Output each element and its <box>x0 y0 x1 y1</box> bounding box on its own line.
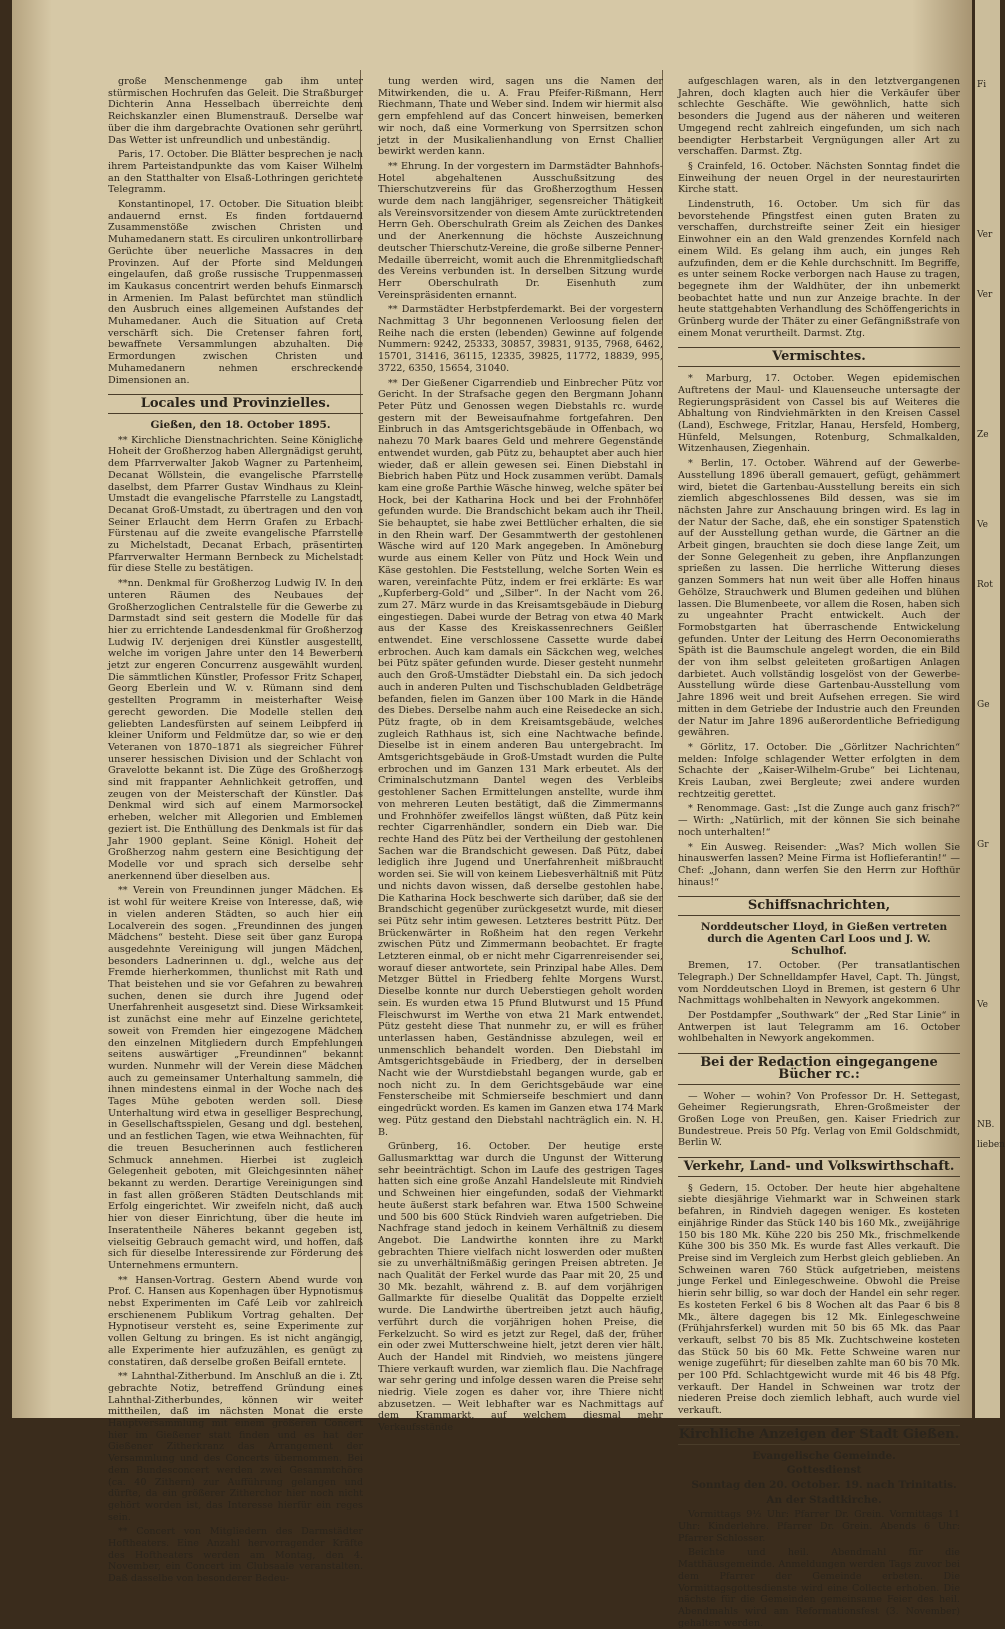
fragment-text: lieben <box>977 1140 1005 1150</box>
fragment-text: Ver <box>977 290 993 300</box>
fragment-text: Ge <box>977 700 990 710</box>
fragment-text: Fi <box>977 80 987 90</box>
paragraph: Paris, 17. October. Die Blätter besprechen je nach ihrem Parteistandpunkte das vom Kaiser Wilhelm an den Statthalter von Elsaß-Lothringen gerichtete Telegramm. <box>108 149 363 196</box>
paragraph: — Woher — wohin? Von Professor Dr. H. Settegast, Geheimer Regierungsrath, Ehren-Großmeister der Großen Loge von Preußen, gen. Kaiser Friedrich zur Bundestreue. Preis 50 Pfg. Verlag von Emil Goldschmidt, Berlin W. <box>678 1090 960 1149</box>
section-heading-trade: Verkehr, Land- und Volkswirthschaft. <box>678 1157 960 1177</box>
paragraph: ** Kirchliche Dienstnachrichten. Seine Königliche Hoheit der Großherzog haben Allergnädigst geruht, dem Pfarrverwalter Jakob Wagner zu Partenheim, Decanat Wöllstein, die evangelische Pfarrstelle daselbst, dem Pfarrer Gustav Windhaus zu Klein-Umstadt die evangelische Pfarrstelle zu Langstadt, Decanat Groß-Umstadt, zu übertragen und den von Seiner Erlaucht dem Herrn Grafen zu Erbach-Fürstenau auf die zweite evangelische Pfarrstelle zu Michelstadt, Decanat Erbach, präsentirten Pfarrverwalter Hermann Bernbeck zu Michelstadt für diese Stelle zu bestätigen. <box>108 434 363 575</box>
paragraph: * Renommage. Gast: „Ist die Zunge auch ganz frisch?“ — Wirth: „Natürlich, mit der können Sie sich beinahe noch unterhalten!“ <box>678 803 960 838</box>
fragment-text: Gr <box>977 840 989 850</box>
paragraph: ** Hansen-Vortrag. Gestern Abend wurde von Prof. C. Hansen aus Kopenhagen über Hypnotismus nebst Experimenten im Café Leib vor zahlreich erschienenem Publikum Vortrag gehalten. Der Hypnotiseur versteht es, seine Experimente zur vollen Geltung zu bringen. Es ist nicht angängig, alle Experimente hier aufzuzählen, es genügt zu constatiren, daß derselbe großen Beifall erntete. <box>108 1274 363 1368</box>
column-middle <box>378 76 663 1434</box>
paragraph: ** Verein von Freundinnen junger Mädchen. Es ist wohl für weitere Kreise von Interesse, daß, wie in vielen anderen Städten, so auch hier ein Localverein des sogen. „Freundinnen des jungen Mädchens“ besteht. Diese seit über ganz Europa ausgedehnte Vereinigung will jungen Mädchen, besonders Ladnerinnen u. dgl., welche aus der Fremde hierherkommen, thunlichst mit Rath und That beistehen und sie vor Gefahren zu bewahren suchen, denen sie durch ihre Jugend oder Unerfahrenheit ausgesetzt sind. Diese Wirksamkeit ist zunächst eine mehr auf Einzelne gerichtete, soweit von Fremden hier eingezogene Mädchen den einzelnen Mitgliedern durch Empfehlungen seitens auswärtiger „Freundinnen“ bekannt wurden. Nunmehr will der Verein diese Mädchen auch zu gemeinsamer Unterhaltung sammeln, die ihnen mindestens einmal in der Woche nach des Tages Mühe geboten werden soll. Diese Unterhaltung wird etwa in geselliger Besprechung, in Gesellschaftsspielen, Gesang und dgl. bestehen, und an festlichen Tagen, wie etwa Weihnachten, für die treuen Besucherinnen auch festlicheren Schmuck annehmen. Hierbei ist zugleich Gelegenheit geboten, mit Gleichgesinnten näher bekannt zu werden. Derartige Vereinigungen sind in fast allen größeren Städten Deutschlands mit Erfolg eingerichtet. Wir zweifeln nicht, daß auch hier von dieser Einrichtung, über die heute im Inseratentheile Näheres bekannt gegeben ist, vielseitig Gebrauch gemacht wird, und hoffen, daß sich für dieselbe Interessirende zur Förderung des Unternehmens ermuntern. <box>108 885 363 1271</box>
paragraph: tung werden wird, sagen uns die Namen der Mitwirkenden, die u. A. Frau Pfeifer-Rißmann, Herr Riechmann, Thate und Weber sind. Indem wir hiermit also gern empfehlend auf das Concert hinweisen, bemerken wir noch, daß eine Vormerkung von Sperrsitzen schon jetzt in der Musikalienhandlung von Ernst Challier bewirkt werden kann. <box>378 76 663 158</box>
paragraph: Der Postdampfer „Southwark“ der „Red Star Linie“ in Antwerpen ist laut Telegramm am 16. October wohlbehalten in Newyork angekommen. <box>678 1010 960 1045</box>
paragraph: Grünberg, 16. October. Der heutige erste Gallusmarkttag war durch die Ungunst der Witterung sehr beeinträchtigt. Schon im Laufe des gestrigen Tages hatten sich eine große Anzahl Handelsleute mit Rindvieh und Schweinen hier eingefunden, sodaß der Viehmarkt heute äußerst stark befahren war. Etwa 1500 Schweine und 500 bis 600 Stück Rindvieh waren aufgetrieben. Die Nachfrage stand jedoch in keinem Verhältniß zu diesem Angebot. Die Landwirthe konnten ihre zu Markt gebrachten Thiere vielfach nicht loswerden oder mußten sie zu unverhältnißmäßig geringen Preisen abtreten. Je nach Qualität der Ferkel wurde das Paar mit 20, 25 und 30 Mk. bezahlt, während z. B. auf dem vorjährigen Gallmarkte für dieselbe Qualität das Doppelte erzielt wurde. Die Landwirthe übertreiben jetzt auch häufig, verführt durch die vorjährigen hohen Preise, die Ferkelzucht. So wird es jetzt zur Regel, daß der, früher ein oder zwei Mutterschweine hielt, jetzt deren vier hält. Auch der Handel mit Rindvieh, wo meistens jüngere Thiere verkauft wurden, war ziemlich flau. Die Nachfrage war sehr gering und infolge dessen waren die Preise sehr niedrig. Viele zogen es daher vor, ihre Thiere nicht abzusetzen. — Weit lebhafter war es Nachmittags auf dem Krammarkt, auf welchem diesmal mehr Verkaufsstände <box>378 1141 663 1434</box>
fragment-text: NB. <box>977 1120 995 1130</box>
dateline: Gießen, den 18. October 1895. <box>150 418 331 431</box>
paragraph: ** Darmstädter Herbstpferdemarkt. Bei der vorgestern Nachmittag 3 Uhr begonnenen Verloosung fielen der Reihe nach die ersten (lebenden) Gewinne auf folgende Nummern: 9242, 25333, 30857, 39831, 9135, 7968, 6462, 15701, 31416, 36115, 12335, 39825, 11772, 18839, 995, 3722, 6350, 15654, 31040. <box>378 304 663 374</box>
section-heading-misc: Vermischtes. <box>678 347 960 367</box>
fragment-text: Rot <box>977 580 993 590</box>
church-date-line: Sonntag den 20. October. 19. nach Trinitatis. <box>691 1478 957 1491</box>
paragraph: große Menschenmenge gab ihm unter stürmischen Hochrufen das Geleit. Die Straßburger Dichterin Anna Hesselbach überreichte dem Reichskanzler einen Blumenstrauß. Derselbe war über die ihm dargebrachte Ovationen sehr gerührt. Das Wetter ist unfreundlich und unbeständig. <box>108 76 363 146</box>
church-subheading: An der Stadtkirche. <box>766 1493 882 1506</box>
paragraph: ** Lahnthal-Zitherbund. Im Anschluß an die i. Zt. gebrachte Notiz, betreffend Gründung eines Lahnthal-Zitherbundes, können wir weiter mittheilen, daß im nächsten Monat die erste Hauptversammlung mit einem größeren Concert hier im Gießener statt finden und es hat der Gießener Zitherkranz das Arrangement der Versammlung und des Concerts übernommen. Bei dem Bundesconcert werden zwei Gesammtchöre (ca. 40 Zithern) zur Aufführung gelangen und dürfte, da ein größerer Zitherchor hier noch nicht gehört worden ist, das Interesse hierfür ein reges sein. <box>108 1371 363 1523</box>
church-subheading: Gottesdienst <box>786 1464 862 1477</box>
section-heading-books: Bei der Redaction eingegangene Bücher rc.: <box>678 1053 960 1084</box>
paragraph: § Gedern, 15. October. Der heute hier abgehaltene siebte diesjährige Viehmarkt war in Schweinen stark befahren, in Rindvieh dagegen weniger. Es kosteten einjährige Rinder das Stück 140 bis 160 Mk., zweijährige 150 bis 180 Mk. Kühe 220 bis 250 Mk., frischmelkende Kühe 300 bis 350 Mk. Es wurde fast Alles verkauft. Die Preise sind im Vergleich zum Herbst gleich geblieben. An Schweinen waren 760 Stück aufgetrieben, meistens junge Ferkel und Einlegeschweine. Obwohl die Preise hierin sehr billig, so war doch der Handel ein sehr reger. Es kosteten Ferkel 6 bis 8 Wochen alt das Paar 6 bis 8 Mk., ältere dagegen bis 12 Mk. Einlegeschweine (Frühjahrsferkel) wurden mit 50 bis 65 Mk. das Paar verkauft, selbst 70 bis 85 Mk. Zuchtschweine kosteten das Stück 50 bis 60 Mk. Fette Schweine waren nur wenige zugeführt; für dieselben zahlte man 60 bis 70 Mk. per 100 Pfd. Schlachtgewicht wurde mit 46 bis 48 Pfg. verkauft. Der Handel in Schweinen war trotz der niederen Preise doch ziemlich lebhaft, auch wurde viel verkauft. <box>678 1182 960 1417</box>
church-subheading: Evangelische Gemeinde. <box>752 1449 896 1462</box>
paragraph: aufgeschlagen waren, als in den letztvergangenen Jahren, doch klagten auch hier die Verkäufer über schlechte Geschäfte. Wie gewöhnlich, hatte sich besonders die Jugend aus der näheren und weiteren Umgegend recht zahlreich eingefunden, um sich nach beendigter Herbstarbeit Vergnügungen aller Art zu verschaffen. Darmst. Ztg. <box>678 76 960 158</box>
paragraph: Lindenstruth, 16. October. Um sich für das bevorstehende Pfingstfest einen guten Braten zu verschaffen, durchstreifte seiner Zeit ein hiesiger Einwohner ein an den Wald grenzendes Kornfeld nach einem Wild. Es gelang ihm auch, ein junges Reh aufzufinden, dem er die Kehle durchschnitt. Im Begriffe, es unter seinem Rocke verborgen nach Hause zu tragen, begegnete ihm der Waldhüter, der ihn unbemerkt beobachtet hatte und nun zur Anzeige brachte. In der heute stattgehabten Verhandlung des Schöffengerichts in Grünberg wurde der Thäter zu einer Gefängnißstrafe von einem Monat verurtheilt. Darmst. Ztg. <box>678 199 960 339</box>
paragraph: ** Concert von Mitgliedern des Darmstädter Hoftheaters. Eine Anzahl hervorragender Kräfte des Hoftheaters werden am Montag, den 4. November, ein Concert im Clubsaale veranstalten. Daß dasselbe von besonderer Bedeu- <box>108 1526 363 1585</box>
fragment-text: Ve <box>977 1000 988 1010</box>
section-heading-locales: Locales und Provinzielles. <box>108 394 363 414</box>
column-left <box>108 76 363 1585</box>
paragraph: * Ein Ausweg. Reisender: „Was? Mich wollen Sie hinauswerfen lassen? Meine Firma ist Hoflieferantin!“ — Chef: „Johann, dann werfen Sie den Herrn zur Hofthür hinaus!“ <box>678 841 960 888</box>
paragraph: **nn. Denkmal für Großherzog Ludwig IV. In den unteren Räumen des Neubaues der Großherzoglichen Centralstelle für die Gewerbe zu Darmstadt sind seit gestern die Modelle für das hier zu errichtende Landesdenkmal für Großherzog Ludwig IV. derjenigen drei Künstler ausgestellt, welche im vorigen Jahre unter den 14 Bewerbern jetzt zur engeren Concurrenz ausgewählt wurden. Die sämmtlichen Künstler, Professor Fritz Schaper, Georg Eberlein und W. v. Rümann sind dem gestellten Programm in meisterhafter Weise gerecht geworden. Die Modelle stellen den geliebten Landesfürsten auf seinem Leibpferd in kleiner Uniform und Feldmütze dar, so wie er den Veteranen von 1870–1871 als siegreicher Führer unserer hessischen Division und der Schlacht von Gravelotte bekannt ist. Die Züge des Großherzogs sind mit frappanter Aehnlichkeit getroffen, und zeugen von der Meisterschaft der Künstler. Das Denkmal wird sich auf einem Marmorsockel erheben, welcher mit Allegorien und Emblemen geziert ist. Die Enthüllung des Denkmals ist für das Jahr 1900 geplant. Seine Königl. Hoheit der Großherzog nahm gestern eine Besichtigung der Modelle vor und sprach sich derselbe sehr anerkennend über dieselben aus. <box>108 578 363 882</box>
column-right <box>678 76 960 1629</box>
paragraph: * Görlitz, 17. October. Die „Görlitzer Nachrichten“ melden: Infolge schlagender Wetter erfolgten in dem Schachte der „Kaiser-Wilhelm-Grube“ bei Lichtenau, Kreis Lauban, zwei Bergleute; zwei andere wurden rechtzeitig gerettet. <box>678 741 960 800</box>
paragraph: Beichte und heil. Abendmahl für die Matthäusgemeinde. Anmeldungen werden Tags zuvor bei dem Pfarrer der Gemeinde erbeten. Die Vormittagsgottesdienste wird eine Collecte erhoben. Die nächste für die Gemeinden gemeinsame Feier des heil. Abendmahls wird am Reformationsfest (3. November) gehalten werden. <box>678 1547 960 1629</box>
shipping-agent-line: Norddeutscher Lloyd, in Gießen vertreten durch die Agenten Carl Loos und J. W. Schulhof. <box>700 921 948 957</box>
paragraph: Vormittags 9½ Uhr: Pfarrer Dr. Grein. Vormittags 11 Uhr: Kinderlehre. Pfarrer Dr. Grein. Abends 6 Uhr: Pfarrer Schlosser. <box>678 1509 960 1544</box>
paragraph: * Berlin, 17. October. Während auf der Gewerbe-Ausstellung 1896 überall gemauert, gefügt, gehämmert wird, bietet die Gartenbau-Ausstellung bereits ein sich ziemlich abgeschlossenes Bild dessen, was sie im nächsten Jahre zur Anschauung bringen wird. Es lag in der Natur der Sache, daß, ehe ein sonstiger Spatenstich auf der Ausstellung gethan wurde, die Gärtner an die Arbeit gingen, brauchten sie doch diese lange Zeit, um der Sonne Gelegenheit zu geben, ihre Anpflanzungen sprießen zu lassen. Die herrliche Witterung dieses ganzen Sommers hat nun weit über alle Hoffen hinaus Gehölze, Strauchwerk und Blumen gedeihen und blühen lassen. Die Blumenbeete, vor allem die Rosen, haben sich zu ungeahnter Pracht entwickelt. Auch der Formobstgarten hat überraschende Entwickelung gefunden. Unter der Leitung des Herrn Oeconomieraths Späth ist die Baumschule angelegt worden, die ein Bild der von ihm selbst geleiteten großartigen Anlagen darbietet. Auch vollständig losgelöst von der Gewerbe-Ausstellung würde diese Gartenbau-Ausstellung vom Jahre 1896 weit und breit Aufsehen erregen. Sie wird mitten in dem Getriebe der Industrie auch den Freunden der Natur im Jahre 1896 außerordentliche Befriedigung gewähren. <box>678 458 960 739</box>
fragment-text: Ze <box>977 430 989 440</box>
paragraph: Bremen, 17. October. (Per transatlantischen Telegraph.) Der Schnelldampfer Havel, Capt. Th. Jüngst, vom Norddeutschen Lloyd in Bremen, ist gestern 6 Uhr Nachmittags wohlbehalten in Newyork angekommen. <box>678 960 960 1007</box>
paragraph: * Marburg, 17. October. Wegen epidemischen Auftretens der Maul- und Klauenseuche untersagte der Regierungspräsident von Cassel bis auf Weiteres die Abhaltung von Rindviehmärkten in den Kreisen Cassel (Land), Eschwege, Fritzlar, Hanau, Hersfeld, Homberg, Hünfeld, Melsungen, Rotenburg, Schmalkalden, Witzenhausen, Ziegenhain. <box>678 373 960 455</box>
section-heading-church: Kirchliche Anzeigen der Stadt Gießen. <box>678 1425 960 1445</box>
paragraph: ** Ehrung. In der vorgestern im Darmstädter Bahnhofs-Hotel abgehaltenen Ausschußsitzung des Thierschutzvereins für das Großherzogthum Hessen wurde dem nach langjähriger, segensreicher Thätigkeit als Vereinsvorsitzender von diesem Amte zurücktretenden Herrn Geh. Oberschulrath Greim als Zeichen des Dankes und der Anerkennung die höchste Auszeichnung deutscher Thierschutz-Vereine, die große silberne Penner-Medaille überreicht, womit auch die Ehrenmitgliedschaft des Vereins verbunden ist. In derselben Sitzung wurde Herr Oberschulrath Dr. Eisenhuth zum Vereinspräsidenten ernannt. <box>378 160 663 301</box>
paragraph: ** Der Gießener Cigarrendieb und Einbrecher Pütz vor Gericht. In der Strafsache gegen den Bergmann Johann Peter Pütz und Genossen wegen Diebstahls rc. wurde gestern mit der Beweisaufnahme fortgefahren. Den Einbruch in das Amtsgerichtsgebäude in Offenbach, wo nahezu 70 Mark baares Geld und mehrere Gegenstände entwendet wurden, gab Pütz zu, behauptet aber auch hier wieder, daß er allein gewesen sei. Einen Diebstahl in Biebrich haben Pütz und Hock zusammen verübt. Damals kam eine große Parthie Wäsche hinweg, welche später bei Hock, bei der Katharina Hock und bei der Frohnhöfer gefunden wurde. Die Brandschicht bekam auch ihr Theil. Sie behauptet, sie habe zwei Bettlücher erhalten, die sie in den Rhein warf. Der Gesammtwerth der gestohlenen Wäsche wird auf 120 Mark angegeben. In Amöneburg wurde aus einem Keller von Pütz und Hock Wein und Käse gestohlen. Die Feststellung, welche Sorten Wein es waren, vereinfachte Pütz, indem er frei erklärte: Es war „Kupferberg-Gold“ und „Silber“. In der Nacht vom 26. zum 27. März wurde in das Kreisamtsgebäude in Dieburg eingestiegen. Dabei wurde der Betrag von etwa 40 Mark aus der Kasse des Kreiskassenrechners Geißler entwendet. Eine verschlossene Cassette wurde dabei erbrochen. Auch kam damals ein Säckchen weg, welches bei Pütz später gefunden wurde. Dieser gesteht nunmehr auch den Groß-Umstädter Diebstahl ein. Da sich jedoch auch in anderen Pulten und Tischschubladen Geldbeträge befanden, fielen im Ganzen über 100 Mark in die Hände des Diebes. Derselbe nahm auch eine Reisedecke an sich. Pütz fragte, ob in dem Kreisamtsgebäude, welches zugleich Rathhaus ist, sich eine Nachtwache befinde. Dieselbe ist in einem anderen Bau untergebracht. Im Amtsgerichtsgebäude in Groß-Umstadt wurden die Pulte erbrochen und im Ganzen 131 Mark erbeutet. Als der Criminalschutzmann Dantel wegen des Verbleibs gestohlener Sachen Ermittelungen anstellte, wurde ihm von mehreren Leuten bestätigt, daß die Zimmermanns und Frohnhöfer zweifellos längst wüßten, daß Pütz kein rechter Cigarrenhändler, sondern ein Dieb war. Die rechte Hand des Pütz bei der Vertheilung der gestohlenen Sachen war die Brandschicht gewesen. Daß Pütz, dabei lediglich ihre Jugend und Unerfahrenheit mißbraucht worden sei. Sie will von keinem Liebesverhältniß mit Pütz und nichts davon wissen, daß derselbe gestohlen habe. Die Katharina Hock beschwerte sich darüber, daß sie der Brandschicht gegenüber zurückgesetzt wurde, mit dieser sei Pütz sehr intim gewesen. Letzteres bestritt Pütz. Der Brückenwärter in Roßheim hat den regen Verkehr zwischen Pütz und Zimmermann beobachtet. Er fragte Letzteren einmal, ob er nicht mehr Cigarrenreisender sei, worauf dieser antwortete, sein Prinzipal habe Alles. Dem Metzger Büttel in Friedberg fehlte Morgens Wurst. Dieselbe konnte nur durch Ueberstiegen geholt worden sein. Es wurden etwa 15 Pfund Blutwurst und 15 Pfund Fleischwurst im Werthe von etwa 21 Mark entwendet. Pütz gesteht diese That nunmehr zu, er will es früher unterlassen haben, Geständnisse abzulegen, weil er unmenschlich behandelt worden. Den Diebstahl im Amtsgerichtsgebäude in Friedberg, der in derselben Nacht wie der Wurstdiebstahl begangen wurde, gab er noch nicht zu. In dem Gerichtsgebäude war eine Fensterscheibe mit Schmierseife beschmiert und dann eingedrückt worden. Es kamen im Ganzen etwa 174 Mark weg. Pütz gestand den Diebstahl nachträglich ein. N. H. B. <box>378 377 663 1138</box>
paragraph: § Crainfeld, 16. October. Nächsten Sonntag findet die Einweihung der neuen Orgel in der neurestaurirten Kirche statt. <box>678 160 960 196</box>
newspaper-page <box>12 0 972 1629</box>
paragraph: Konstantinopel, 17. October. Die Situation bleibt andauernd ernst. Es finden fortdauernd Zusammenstöße zwischen Christen und Muhamedanern statt. Es circuliren unkontrollirbare Gerüchte über neuerliche Massacres in den Provinzen. Auf der Pforte sind Meldungen eingelaufen, daß große russische Truppenmassen im Kaukasus concentrirt werden behufs Einmarsch in Armenien. Im Palast befürchtet man stündlich den Ausbruch eines allgemeinen Aufstandes der Muhamedaner. Auch die Situation auf Creta verschärft sich. Die Cretenser fahren fort, bewaffnete Versammlungen abzuhalten. Die Ermordungen zwischen Christen und Muhamedanern nehmen erschreckende Dimensionen an. <box>108 199 363 386</box>
adjacent-page-edge <box>975 0 1005 1418</box>
fragment-text: Ve <box>977 520 988 530</box>
fragment-text: Ver <box>977 230 993 240</box>
section-heading-ships: Schiffsnachrichten, <box>678 896 960 916</box>
